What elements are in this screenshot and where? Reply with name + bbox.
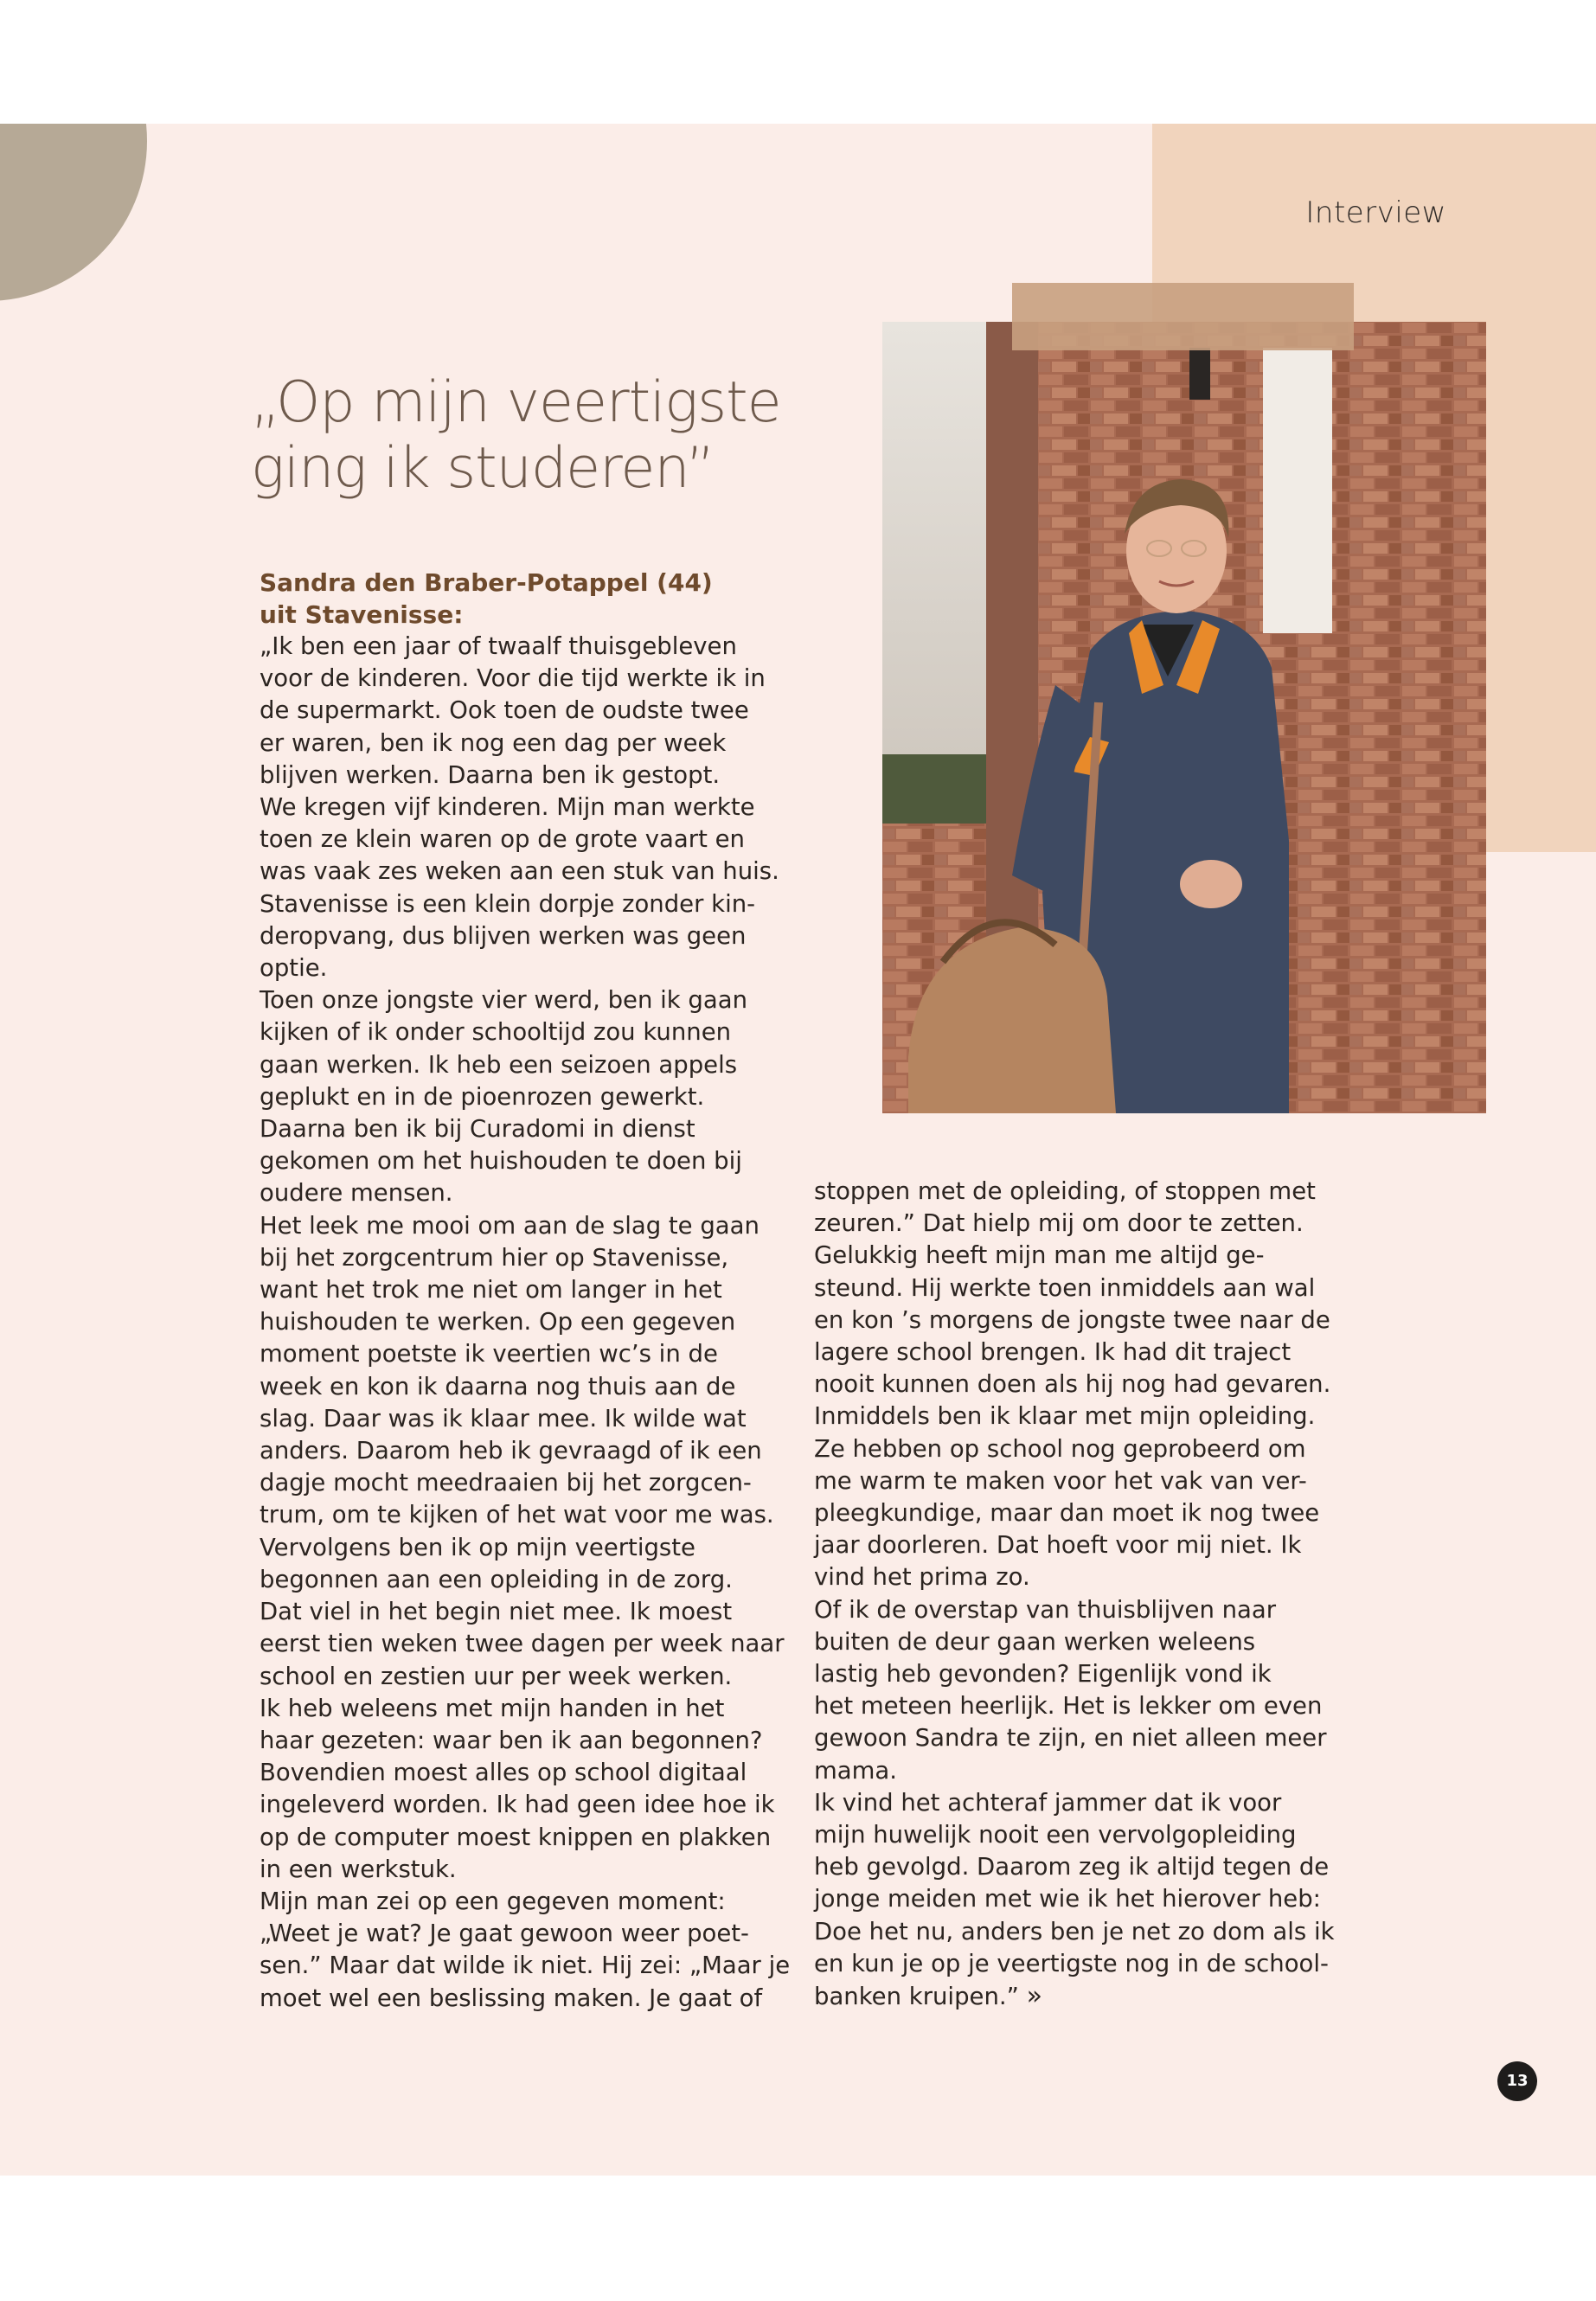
body-line: blijven werken. Daarna ben ik gestopt. [260, 760, 721, 789]
headline-line: „Op mijn veertigste [251, 370, 781, 435]
body-line: jonge meiden met wie ik het hierover heb: [814, 1885, 1321, 1913]
tape-strip [1012, 283, 1354, 350]
body-line: gaan werken. Ik heb een seizoen appels [260, 1050, 738, 1079]
body-line: geplukt en in de pioenrozen gewerkt. [260, 1082, 705, 1111]
body-line: ingeleverd worden. Ik had geen idee hoe ik [260, 1791, 775, 1819]
body-line: stoppen met de opleiding, of stoppen met [814, 1177, 1316, 1205]
body-line: Vervolgens ben ik op mijn veertigste [260, 1533, 695, 1561]
body-line: haar gezeten: waar ben ik aan begonnen? [260, 1726, 763, 1754]
body-line-text: banken kruipen.” [814, 1983, 1019, 2011]
body-line: dagje mocht meedraaien bij het zorgcen- [260, 1469, 752, 1497]
body-line: vind het prima zo. [814, 1563, 1030, 1592]
body-column-right [814, 1176, 1350, 2013]
body-line: begonnen aan een opleiding in de zorg. [260, 1565, 733, 1593]
body-line: heb gevolgd. Daarom zeg ik altijd tegen de [814, 1853, 1330, 1881]
body-line: bij het zorgcentrum hier op Stavenisse, [260, 1243, 729, 1272]
body-line: Doe het nu, anders ben je net zo dom als ik [814, 1917, 1335, 1945]
body-line: steund. Hij werkte toen inmiddels aan wal [814, 1273, 1316, 1302]
body-line: deropvang, dus blijven werken was geen [260, 921, 747, 950]
body-line: Ze hebben op school nog geprobeerd om [814, 1434, 1306, 1463]
body-line: mijn huwelijk nooit een vervolgopleiding [814, 1821, 1297, 1849]
body-line: week en kon ik daarna nog thuis aan de [260, 1372, 736, 1400]
body-line: toen ze klein waren op de grote vaart en [260, 825, 745, 854]
portrait-photo [882, 322, 1486, 1113]
body-line: Of ik de overstap van thuisblijven naar [814, 1595, 1277, 1624]
body-line: nooit kunnen doen als hij nog had gevaren. [814, 1370, 1331, 1399]
body-line: trum, om te kijken of het wat voor me was. [260, 1501, 774, 1529]
body-line: Ik vind het achteraf jammer dat ik voor [814, 1788, 1282, 1817]
continue-arrow-icon: » [1026, 1981, 1042, 2012]
body-line: Inmiddels ben ik klaar met mijn opleiding. [814, 1402, 1316, 1431]
body-line-last [814, 1980, 1350, 2013]
body-line: lastig heb gevonden? Eigenlijk vond ik [814, 1660, 1272, 1689]
body-line: eerst tien weken twee dagen per week naar [260, 1630, 785, 1658]
body-line: gekomen om het huishouden te doen bij [260, 1147, 742, 1176]
section-label: Interview [1305, 195, 1446, 230]
byline [260, 567, 796, 631]
body-line: Het leek me mooi om aan de slag te gaan [260, 1211, 760, 1240]
body-line: Bovendien moest alles op school digitaal [260, 1759, 747, 1787]
body-line: school en zestien uur per week werken. [260, 1662, 733, 1690]
body-line: kijken of ik onder schooltijd zou kunnen [260, 1018, 732, 1047]
body-line: moment poetste ik veertien wc’s in de [260, 1340, 718, 1368]
body-line: op de computer moest knippen en plakken [260, 1823, 772, 1851]
byline-name: Sandra den Braber-Potappel (44) [260, 568, 713, 597]
body-line: me warm te maken voor het vak van ver- [814, 1466, 1307, 1495]
page-number-badge: 13 [1497, 2061, 1537, 2101]
body-line: gewoon Sandra te zijn, en niet alleen meer [814, 1724, 1327, 1753]
body-line: mama. [814, 1756, 898, 1785]
body-line: in een werkstuk. [260, 1855, 457, 1883]
headline [251, 370, 787, 502]
body-line: Dat viel in het begin niet mee. Ik moest [260, 1598, 733, 1626]
body-line: lagere school brengen. Ik had dit traject [814, 1338, 1292, 1367]
body-line: pleegkundige, maar dan moet ik nog twee [814, 1499, 1320, 1528]
body-line: Stavenisse is een klein dorpje zonder kin- [260, 889, 756, 918]
body-line: Ik heb weleens met mijn handen in het [260, 1694, 725, 1722]
body-line: Daarna ben ik bij Curadomi in dienst [260, 1115, 695, 1144]
body-line: was vaak zes weken aan een stuk van huis. [260, 857, 779, 886]
body-line: Gelukkig heeft mijn man me altijd ge- [814, 1241, 1265, 1270]
body-line: het meteen heerlijk. Het is lekker om even [814, 1692, 1323, 1721]
body-line: voor de kinderen. Voor die tijd werkte ik in [260, 664, 766, 693]
body-line: sen.” Maar dat wilde ik niet. Hij zei: „Maar je [260, 1952, 791, 1980]
body-column-left [260, 631, 791, 2015]
body-line: jaar doorleren. Dat hoeft voor mij niet. Ik [814, 1531, 1302, 1560]
body-line: optie. [260, 954, 328, 983]
body-line: en kun je op je veertigste nog in de school- [814, 1949, 1329, 1977]
headline-line: ging ik studeren” [251, 436, 715, 501]
body-line: want het trok me niet om langer in het [260, 1276, 722, 1304]
body-line: en kon ’s morgens de jongste twee naar de [814, 1305, 1330, 1334]
body-line: buiten de deur gaan werken weleens [814, 1627, 1256, 1656]
body-line: er waren, ben ik nog een dag per week [260, 728, 727, 757]
body-line: zeuren.” Dat hielp mij om door te zetten. [814, 1209, 1304, 1238]
body-line: moet wel een beslissing maken. Je gaat of [260, 1984, 763, 2012]
body-line: slag. Daar was ik klaar mee. Ik wilde wat [260, 1404, 747, 1433]
body-line: huishouden te werken. Op een gegeven [260, 1308, 736, 1336]
body-line: Toen onze jongste vier werd, ben ik gaan [260, 986, 748, 1015]
byline-place: uit Stavenisse: [260, 600, 464, 629]
body-line: de supermarkt. Ook toen de oudste twee [260, 696, 749, 725]
body-line: We kregen vijf kinderen. Mijn man werkte [260, 793, 755, 822]
body-line: Mijn man zei op een gegeven moment: [260, 1887, 726, 1915]
decorative-circle [0, 124, 147, 301]
body-line: „Weet je wat? Je gaat gewoon weer poet- [260, 1920, 749, 1948]
body-line: oudere mensen. [260, 1179, 453, 1208]
body-line: „Ik ben een jaar of twaalf thuisgebleven [260, 632, 737, 660]
body-line: anders. Daarom heb ik gevraagd of ik een [260, 1437, 762, 1465]
